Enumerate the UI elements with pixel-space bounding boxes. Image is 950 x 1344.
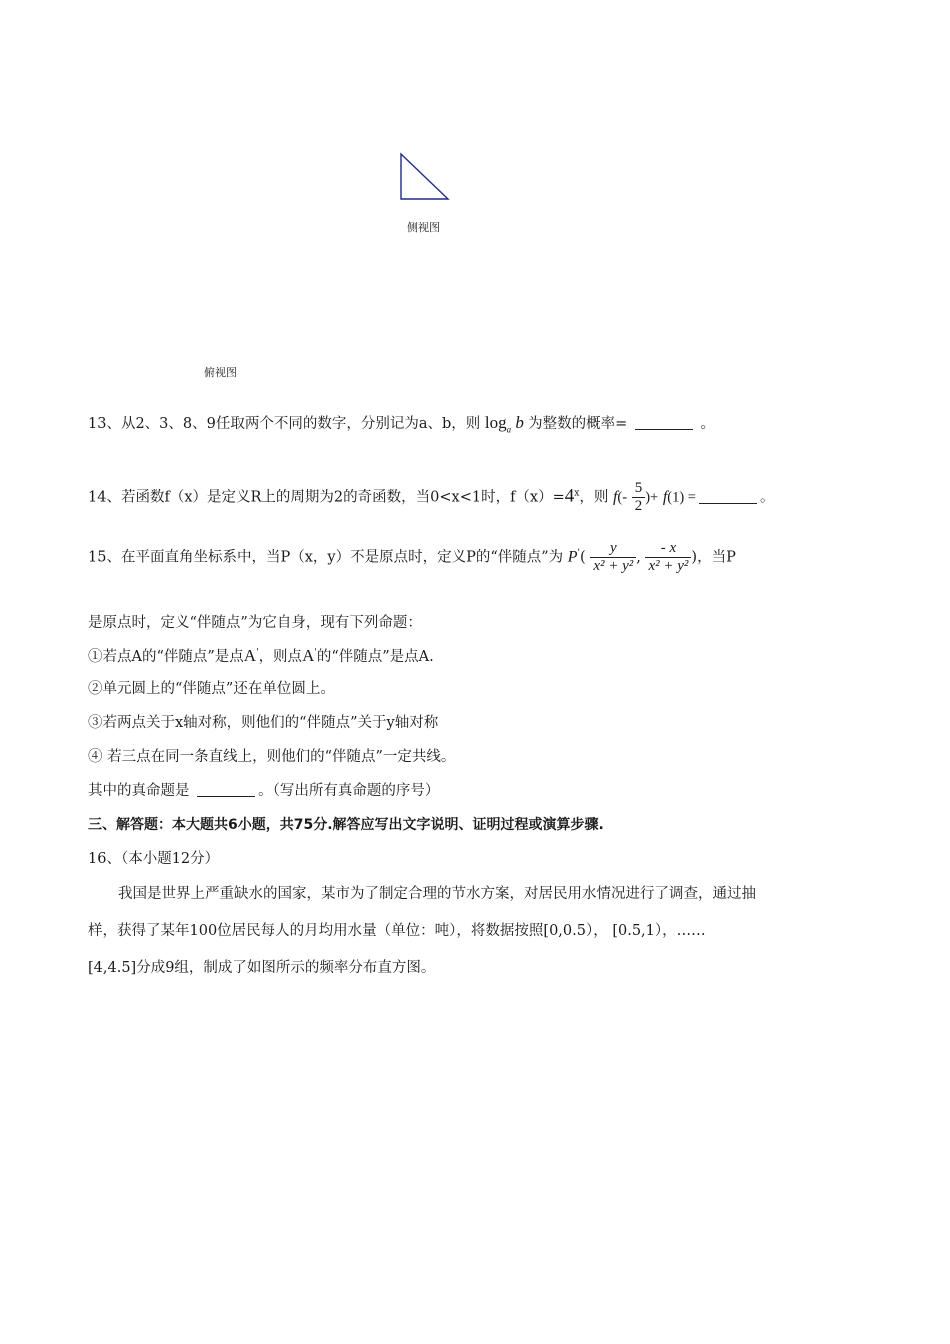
q15-line-2: 是原点时，定义“伴随点”为它自身，现有下列命题： — [88, 615, 422, 631]
prop1-text-b: ，则点 — [258, 648, 303, 665]
f-symbol-2: f — [662, 488, 668, 506]
q15-suffix: ，当P — [697, 549, 736, 566]
top-view-caption: 俯视图 — [204, 366, 237, 379]
fraction-five-halves — [632, 480, 646, 515]
fraction-y-over-r2 — [590, 540, 636, 575]
q13-suffix: 为整数的概率= — [528, 416, 628, 432]
log-expression — [484, 413, 528, 435]
q15-answer-line — [88, 781, 439, 801]
q14-end: 。 — [759, 489, 775, 506]
question-14 — [88, 480, 774, 515]
fraction2-numerator: - x — [645, 540, 691, 558]
log-base: a — [506, 424, 512, 435]
power-exponent: x — [574, 488, 580, 499]
q14-tail: (1) = — [667, 489, 696, 506]
q15-close: ) — [691, 549, 698, 566]
q14-text: 14、若函数f（x）是定义R上的周期为2的奇函数，当0<x<1时，f（x）= — [88, 489, 565, 506]
q15-comma: , — [636, 549, 641, 566]
companion-point-symbol: P — [567, 548, 578, 566]
q13-answer-blank[interactable] — [635, 417, 693, 430]
q14-close: )+ — [645, 489, 659, 506]
prop1-text-c: 的“伴随点”是点A. — [316, 648, 434, 665]
prime-mark-1: ' — [256, 648, 259, 658]
power-base: 4 — [564, 485, 575, 507]
fraction1-numerator: y — [590, 540, 636, 558]
q15-answer-prefix: 其中的真命题是 — [88, 783, 190, 799]
prime-mark-2: ' — [314, 648, 317, 658]
q14-open: (- — [617, 489, 628, 506]
f-symbol-1: f — [612, 488, 618, 506]
side-view-triangle — [398, 152, 452, 202]
q16-paragraph-line-2: 样，获得了某年100位居民每人的月均用水量（单位：吨），将数据按照[0,0.5）， [0.5,1），…… — [88, 923, 706, 939]
q15-proposition-2: ②单元圆上的“伴随点”还在单位圆上。 — [88, 681, 335, 697]
question-13 — [88, 413, 715, 439]
side-view-caption: 侧视图 — [407, 221, 440, 234]
prime-mark: ' — [577, 548, 581, 559]
fraction-negx-over-r2 — [645, 540, 691, 575]
prop1-text-a: ①若点A的“伴随点”是点 — [88, 648, 244, 665]
log-symbol: log — [484, 413, 507, 432]
log-argument: b — [515, 413, 524, 432]
q15-text: 15、在平面直角坐标系中，当P（x，y）不是原点时，定义P的“伴随点”为 — [88, 549, 564, 566]
q16-paragraph-line-3: [4,4.5]分成9组，制成了如图所示的频率分布直方图。 — [88, 960, 436, 976]
fraction-numerator: 5 — [632, 480, 646, 498]
section-3-heading: 三、解答题：本大题共6小题，共75分.解答应写出文字说明、证明过程或演算步骤. — [88, 817, 604, 833]
fraction-denominator: 2 — [634, 498, 643, 514]
fraction1-denominator: x² + y² — [593, 558, 634, 574]
q15-answer-suffix: 。（写出所有真命题的序号） — [258, 783, 440, 799]
point-a-prime-1: A — [243, 645, 257, 665]
q15-proposition-4: ④ 若三点在同一条直线上，则他们的“伴随点”一定共线。 — [88, 749, 456, 765]
q16-paragraph-line-1: 我国是世界上严重缺水的国家，某市为了制定合理的节水方案，对居民用水情况进行了调查，通过抽 — [118, 886, 756, 902]
question-16-title: 16、（本小题12分） — [88, 851, 220, 867]
q13-end: 。 — [700, 416, 715, 432]
q13-text: 13、从2、3、8、9任取两个不同的数字，分别记为a、b，则 — [88, 416, 481, 432]
question-15 — [88, 540, 736, 575]
q14-mid: ，则 — [579, 489, 609, 506]
point-a-prime-2: A — [302, 645, 315, 665]
q15-open: ( — [580, 549, 586, 566]
q15-proposition-1 — [88, 643, 434, 667]
q14-answer-blank[interactable] — [699, 491, 757, 504]
q15-answer-blank[interactable] — [197, 784, 255, 797]
q15-proposition-3: ③若两点关于x轴对称，则他们的“伴随点”关于y轴对称 — [88, 715, 439, 731]
fraction2-denominator: x² + y² — [648, 558, 689, 574]
